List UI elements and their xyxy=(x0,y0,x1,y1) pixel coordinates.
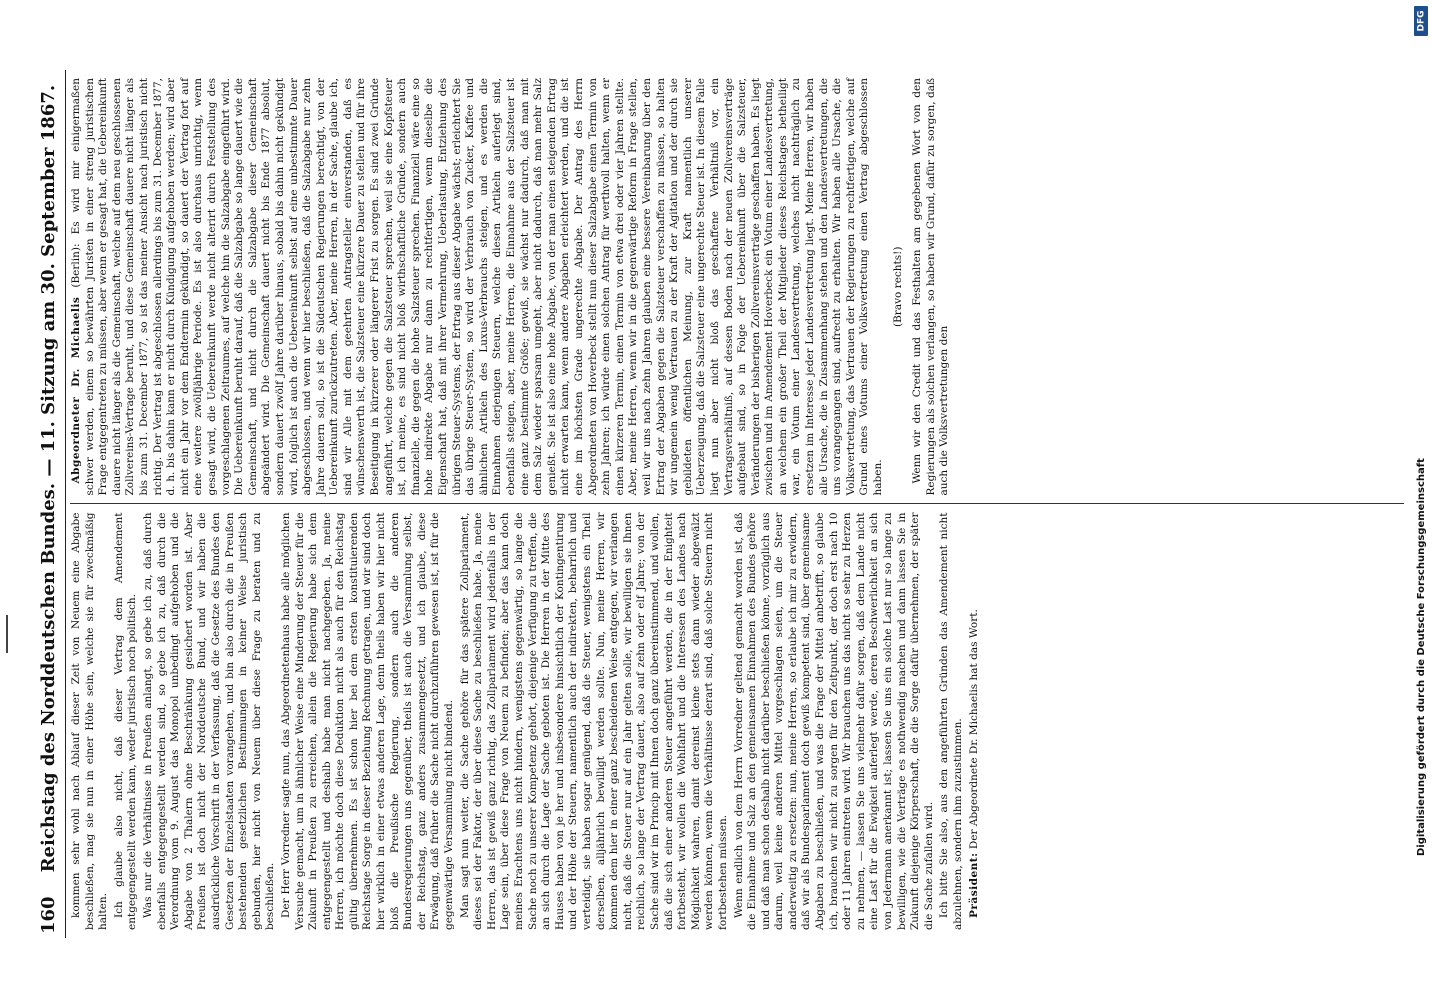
speaker-name: Präsident: xyxy=(967,852,980,918)
page-number: 160 xyxy=(38,896,59,934)
scanned-page xyxy=(30,64,1410,944)
paragraph xyxy=(459,513,731,931)
applause-note: (Bravo rechts!) xyxy=(891,246,904,327)
left-column xyxy=(70,505,1404,939)
paragraph-text: Man sagt nun weiter, die Sache gehöre für das spätere Zollparlament, dieses sei der Faktor, der über diese Sache zu beschließen habe. Ja, meine Herren, das ist gewiß ganz richtig, das Zollparlament wird jedenfalls in der Lage sein, über diese Frage von Neuem zu befinden; aber das kann doch meines Erachtens uns nicht hindern, wenigstens gegenwärtig, so lange die Sache noch zu unserer Kompetenz gehört, diejenige Verfügung zu treffen, die an sich durch die Lage der Sache geboten ist. Die Herren in der Mitte des Hauses haben von je her und insbesondere hinsichtlich der Kontingentirung und der Höhe der Steuern, namentlich auch der indirekten, beharrlich und verteidigt, sie haben sogar genügend, daß die Steuer, wenigstens ein Theil derselben, alljährlich bewilligt werden sollte. Nun, meine Herren, wir kommen dem hier in einer ganz bescheidenen Weise entgegen, wir verlangen nicht, daß die Steuer nur auf ein Jahr gelten solle, wir bewilligen sie Ihnen reichlich, so lange der Vertrag dauert, also auf zehn oder elf Jahre; von der Sache sind wir im Princip mit Ihnen doch ganz übereinstimmend, und wollen, daß die sich einer anderen Steuer angeführt werden, die in der Enighteit fortbesteht, wir wollen die Wohlfahrt und die Interessen des Landes nach Möglichkeit wahren, damit dereinst kleine stets dann wieder abgewälzt werden können, wenn die Verhältnisse derart sind, daß solche Steuern nicht fortbestehen müssen. xyxy=(458,512,729,930)
paragraph-text: Ich bitte Sie also, aus den angeführten Gründen das Amendement nicht abzulehnen, sondern ihm zuzustimmen. xyxy=(938,512,964,930)
speaker-name: Abgeordneter Dr. Michaelis xyxy=(70,296,82,484)
paragraph xyxy=(113,513,140,931)
paragraph-text: Ich glaube also nicht, daß dieser Vertrag dem Amendement entgegengestellt werden kann, weder juristisch noch politisch. xyxy=(112,512,139,930)
paragraph-text: (Berlin): Es wird mir einigermaßen schwer werden, einem so bewährten Juristen in einer streng juristischen Frage entgegentreten zu müssen, aber wenn er gesagt hat, die Uebereinkunft dauere nicht länger als die Gemeinschaft, welche auf dem neu geschlossenen Zollvereins-Vertrage beruht, und diese Gemeinschaft dauere nicht länger als bis zum 31. December 1877, so ist das meiner Ansicht nach juristisch nicht richtig. Der Vertrag ist abgeschlossen allerdings bis zum 31. December 1877, d. h. bis dahin kann er nicht durch Kündigung aufgehoben werden; wird aber nicht ein Jahr vor dem Endtermin gekündigt, so dauert der Vertrag fort auf eine weitere zwölfjährige Periode. Es ist also durchaus unrichtig, wenn gesagt wird, die Uebereinkunft werde nicht alterirt durch Feststellung des vorgeschlagenen Zeitraumes, auf welche hin die Salzabgabe eingeführt wird. Die Uebereinkunft beruht darauf, daß die Salzabgabe so lange dauert wie die Gemeinschaft, und nicht durch die Salzabgabe dieser Gemeinschaft abgeändert wird. Die Gemeinschaft dauert nicht bis Ende 1877 absolut, sondern dauert zwölf Jahre darüber hinaus, sobald bis dahin nicht gekündigt wird, folglich ist auch die Uebereinkunft selbst auf eine unbestimmte Dauer abgeschlossen, und wenn wir hier beschließen, daß die Salzabgabe nur zehn Jahre dauern soll, so ist die Südeutschen Regierungen berechtigt, von der Uebereinkunft zurückzutreten. Aber, meine Herren, in der Sache, glaube ich, sind wir Alle mit dem geehrten Antragsteller einverstanden, daß es wünschenswerth ist, die Salzsteuer eine kürzere Dauer zu stellen und für ihre Beseitigung in kürzerer oder längerer Frist zu sorgen. Es sind zwei Gründe angeführt, welche gegen die Salzsteuer sprechen, weil sie eine Kopfsteuer ist, ich meine, es sind nicht bloß wirthschaftliche Gründe, sondern auch finanzielle, die gegen die hohe Salzsteuer sprechen. Finanziell wäre eine so hohe indirekte Abgabe nur dann zu rechtfertigen, wenn dieselbe die Eigenschaft hat, daß mit ihrer Vermehrung, Ueberlastung, Entziehung des übrigen Steuer-Systems, der Ertrag aus dieser Abgabe wächst; erleichtert Sie das übrige Steuer-System, so wird der Verbrauch von Zucker, Kaffee und ähnlichen Artikeln des Luxus-Verbrauchs steigen, und es werden die Einnahmen derjenigen Steuern, welche diesen Artikeln auferlegt sind, ebenfalls steigen, aber, meine Herren, die Einnahme aus der Salzsteuer ist eine ganz bestimmte Größe; gewiß, sie wächst nur dadurch, daß man mit dem Salz wieder sparsam umgeht, aber nicht dadurch, daß man mehr Salz genießt. Sie ist also eine hohe Abgabe, von der man einen steigenden Ertrag nicht erwarten kann, wenn andere Abgaben erleichtert werden, und die ist eine im höchsten Grade ungerechte Abgabe. Der Antrag des Herrn Abgeordneten von Hoverbeck stellt nun dieser Salzabgabe einen Termin von zehn Jahren; ich würde einen solchen Antrag für werthvoll halten, wenn er einen kürzeren Termin, einen Termin von etwa drei oder vier Jahren stellte. Aber, meine Herren, wenn wir in die gegenwärtige Reform in Frage stellen, weil wir uns nach zehn Jahren glauben eine bessere Vereinbarung über den Ertrag der Abgaben gegen die Salzsteuer verschaffen zu müssen, so halten wir ungemein wenig Vertrauen zu der Kraft der Agitation und der durch sie gebildeten öffentlichen Meinung, zur Kraft namentlich unserer Ueberzeugung, daß die Salzsteuer eine ungerechte Steuer ist. In diesem Falle liegt nun aber nicht bloß das geschaffene Verhältniß vor, ein Vertragsverhältniß, auf dessen Boden nach der neuen Zollvereinsverträge aufgebaut sind, so in Folge der Uebereinkunft über die Salzsteuer, Veränderungen der bisherigen Zollvereinsverträge geschaffen haben. Es liegt zwischen und im Amendement Hoverbeck ein Votum einer Landesvertretung, an welchem ein großer Theil der Mitglieder dieses Reichstages betheiligt war, ein Votum einer Landesvertretung, welches nicht nachträglich zu ersetzen im Interesse jeder Landesvertretung liegt. Meine Herren, wir haben alle Ursache, die in Zusammenhang stehen und den Landesvertretungen, die uns vorangegangen sind, aufrecht zu erhalten. Wir haben alle Ursache, die Volksvertretung, das Vertrauen der Regierungen zu rechtfertigen, welche auf Grund eines Votums einer Volksvertretung einen Vertrag abgeschlossen haben. xyxy=(70,77,885,496)
digitization-stamp xyxy=(1408,0,1432,1000)
paragraph xyxy=(70,513,111,931)
column-divider xyxy=(70,504,1404,505)
dfg-logo-text: DFG xyxy=(1416,10,1427,32)
text-columns xyxy=(70,70,1404,938)
paragraph-text: Wenn endlich von dem Herrn Vorredner geltend gemacht worden ist, daß die Einnahme und Salz an den gemeinsamen Einnahmen des Bundes gehöre und daß man schon deshalb nicht darüber beschließen könne, vorzüglich aus darum, weil keine anderen Mittel vorgeschlagen seien, um die Steuer anderweitig zu ersetzen: nun, meine Herren, so erlaube ich mir zu erwidern, daß wir als Bundesparlament doch gewiß kompetent sind, über gemeinsame Abgaben zu beschließen, und was die Frage der Mittel anbetrifft, so glaube ich, brauchen wir nicht zu sorgen für den Zeitpunkt, der doch erst nach 10 oder 11 Jahren eintreten wird. Wir brauchen uns das nicht so sehr zu Herzen zu nehmen, — lassen Sie uns vielmehr dafür sorgen, daß dem Lande nicht eine Last für die Ewigkeit auferlegt werde, deren Beschwerlichkeit an sich von Jedermann anerkannt ist; lassen Sie uns ein solche Last nur so lange zu bewilligen, wie die Verträge es nothwendig machen und dann lassen Sie in Zukunft diejenige Körperschaft, die die Sorge dafür übernehmen, der später die Sache zufallen wird. xyxy=(732,512,935,930)
digitization-credit: Digitalisierung gefördert durch die Deutsche Forschungsgemeinschaft xyxy=(1416,458,1427,856)
paragraph xyxy=(911,78,952,496)
paragraph xyxy=(142,513,278,931)
running-title: Reichstag des Norddeutschen Bundes. — 11. Sitzung am 30. September 1867. xyxy=(38,84,59,873)
paragraph xyxy=(892,78,906,496)
page-header xyxy=(38,70,66,938)
right-column xyxy=(70,70,1404,504)
paragraph-text: kommen sehr wohl nach Ablauf dieser Zeit von Neuem eine Abgabe beschließen, mag sie nun in einer Höhe sein, welche sie für zweckmäßig halten. xyxy=(70,512,110,930)
paragraph-text: Wenn wir den Credit und das Festhalten am gegebenen Wort von den Regierungen als solchen verlangen, so haben wir Grund, dafür zu sorgen, daß auch die Volksvertretungen den xyxy=(911,78,951,496)
paragraph xyxy=(733,513,937,931)
paragraph-text: Was nur die Verhältnisse in Preußen anlangt, so gebe ich zu, daß durch ebenfalls entgegengestellt werden sind, so gebe ich zu, daß durch die Verordnung vom 9. August das Monopol unbedingt aufgehoben und die Abgabe von 2 Thalern ohne Beschränkung gesichert worden ist. Aber Preußen ist doch nicht der Norddeutsche Bund, und wir haben die ausdrückliche Vorschrift in der Verfassung, daß die Gesetze des Bundes den Gesetzen der Einzelstaaten vorangehen, und bin also durch die in Preußen bestehenden gesetzlichen Bestimmungen in keiner Weise juristisch gebunden, hier nicht von Neuem über diese Frage zu beraten und zu beschließen. xyxy=(141,512,277,930)
paragraph xyxy=(280,513,457,931)
paragraph xyxy=(938,513,965,931)
paragraph-text: Der Abgeordnete Dr. Michaelis hat das Wort. xyxy=(967,609,980,850)
margin-mark xyxy=(6,615,8,653)
paragraph xyxy=(70,78,886,496)
paragraph-text: Der Herr Vorredner sagte nun, das Abgeordnetenhaus habe alle möglichen Versuche gemacht, um in ähnlicher Weise eine Minderung der Steuer für die Zukunft in Preußen zu erreichen, allein die Regierung habe sich dem entgegengestellt und deshalb habe man nicht nachgegeben. Ja, meine Herren, ich möchte doch diese Deduktion nicht als auch für den Reichstag gültig übernehmen. Es ist schon hier bei dem ersten konstituierenden Reichstage Sorge in dieser Beziehung Rechnung getragen, und wir sind doch hier wirklich in einer etwas anderen Lage, denn theils haben wir hier nicht bloß die Preußische Regierung, sondern auch die anderen Bundesregierungen uns gegenüber, theils ist auch die Versammlung selbst, der Reichstag, ganz anders zusammengesetzt, und ich glaube, diese Erwägung, daß früher die Sache nicht durchzuführen gewesen ist, ist für die gegenwärtige Versammlung nicht bindend. xyxy=(279,512,456,930)
paragraph xyxy=(968,513,982,931)
